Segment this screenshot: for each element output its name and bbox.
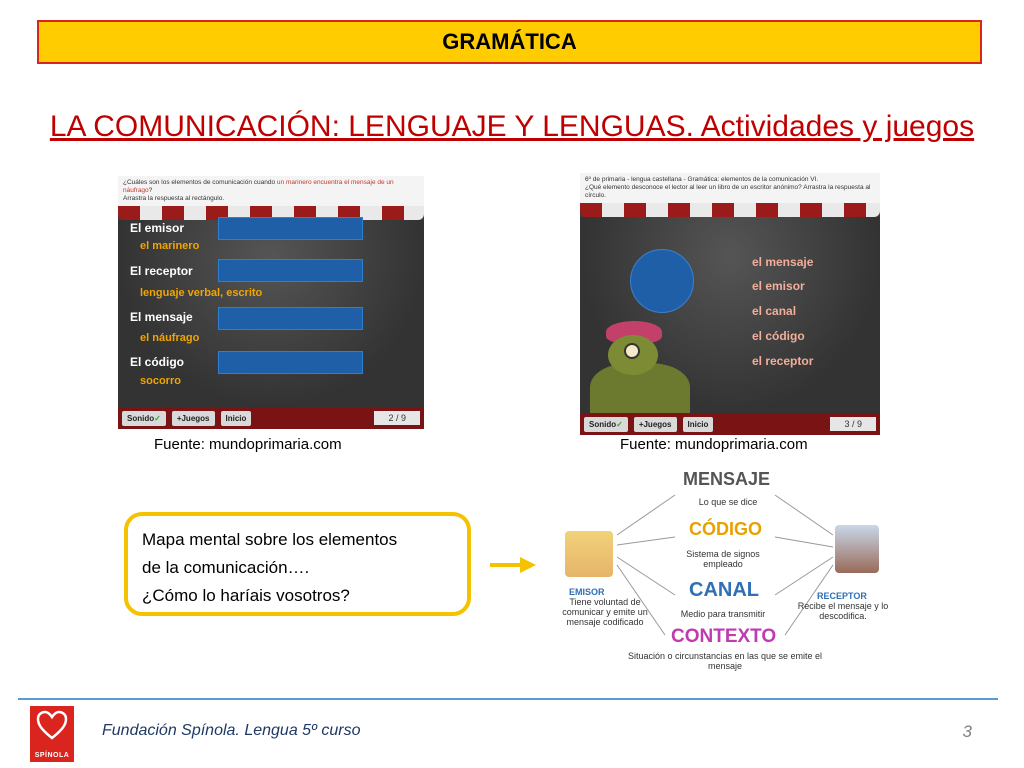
footer-divider: [18, 698, 998, 700]
row-label: El receptor: [130, 264, 193, 278]
drop-slot[interactable]: [218, 307, 363, 330]
activity-screenshot-1: [118, 176, 424, 429]
receptor-label: RECEPTOR: [817, 591, 867, 601]
row-label: El mensaje: [130, 310, 193, 324]
monster-eye: [624, 343, 640, 359]
sound-button[interactable]: Sonido✓: [122, 411, 166, 426]
mensaje-label: MENSAJE: [683, 469, 771, 489]
page-number: 3: [962, 722, 972, 741]
contexto-label: CONTEXTO: [671, 626, 777, 647]
emisor-label: EMISOR: [569, 587, 605, 597]
communication-mind-map: [555, 465, 895, 680]
home-button[interactable]: Inicio: [683, 417, 714, 432]
fundacion-spinola-logo: SPÍNOLA: [30, 706, 74, 762]
source-caption: Fuente: mundoprimaria.com: [620, 436, 808, 453]
option-chip[interactable]: el código: [752, 329, 805, 343]
canal-desc: Medio para transmitir: [680, 609, 766, 619]
receptor-photo: [835, 525, 879, 573]
sound-button[interactable]: Sonido✓: [584, 417, 628, 432]
mind-map-prompt: [124, 512, 471, 616]
answer-chip[interactable]: el marinero: [140, 240, 200, 252]
mensaje-desc: Lo que se dice: [698, 497, 758, 507]
canal-label: CANAL: [689, 579, 759, 601]
option-chip[interactable]: el mensaje: [752, 255, 814, 269]
receptor-desc: Recibe el mensaje y lo descodifica.: [797, 601, 889, 621]
option-chip[interactable]: el receptor: [752, 354, 814, 368]
footer-organization: Fundación Spínola. Lengua 5º curso: [102, 722, 361, 739]
activity-question: ¿Cuáles son los elementos de comunicación cuando un marinero encuentra el mensaje de un náufrago? Arrastra la respuesta al rectángulo.: [118, 176, 424, 206]
section-banner: [37, 20, 982, 64]
more-games-button[interactable]: +Juegos: [172, 411, 215, 426]
prompt-line: ¿Cómo lo haríais vosotros?: [142, 586, 350, 605]
drop-slot[interactable]: [218, 259, 363, 282]
activity-navbar: [580, 413, 880, 435]
heart-logo-icon: [36, 710, 68, 740]
contexto-desc: Situación o circunstancias en las que se emite el mensaje: [627, 651, 823, 671]
drop-circle[interactable]: [630, 249, 694, 313]
row-label: El emisor: [130, 221, 185, 235]
more-games-button[interactable]: +Juegos: [634, 417, 677, 432]
answer-chip[interactable]: el náufrago: [140, 332, 200, 344]
option-chip[interactable]: el emisor: [752, 279, 805, 293]
page-title: LA COMUNICACIÓN: LENGUAJE Y LENGUAS. Actividades y juegos: [49, 110, 975, 143]
drop-slot[interactable]: [218, 351, 363, 374]
drop-slot[interactable]: [218, 217, 363, 240]
section-title: GRAMÁTICA: [442, 29, 577, 54]
check-icon: ✓: [616, 419, 623, 429]
activity-navbar: [118, 407, 424, 429]
activity-screenshot-2: [580, 173, 880, 435]
answer-chip[interactable]: socorro: [140, 375, 181, 387]
emisor-photo: [565, 531, 613, 577]
awning-stripes: [580, 203, 880, 217]
arrow-right-icon: [490, 556, 536, 574]
option-chip[interactable]: el canal: [752, 304, 797, 318]
prompt-line: de la comunicación….: [142, 558, 310, 577]
page-counter: 2 / 9: [374, 411, 420, 425]
source-caption: Fuente: mundoprimaria.com: [154, 436, 342, 453]
home-button[interactable]: Inicio: [221, 411, 252, 426]
codigo-label: CÓDIGO: [689, 519, 763, 539]
activity-question: 6º de primaria - lengua castellana - Gramática: elementos de la comunicación VI. ¿Qué elemento desconoce el lector al leer un libro de un escritor anónimo? Arrastra la respuesta al círculo.: [580, 173, 880, 203]
answer-chip[interactable]: lenguaje verbal, escrito: [140, 287, 263, 299]
emisor-desc: Tiene voluntad de comunicar y emite un mensaje codificado: [562, 597, 648, 627]
check-icon: ✓: [154, 413, 161, 423]
codigo-desc: Sistema de signos empleado: [686, 549, 760, 569]
row-label: El código: [130, 355, 184, 369]
page-counter: 3 / 9: [830, 417, 876, 431]
prompt-line: Mapa mental sobre los elementos: [142, 530, 398, 549]
